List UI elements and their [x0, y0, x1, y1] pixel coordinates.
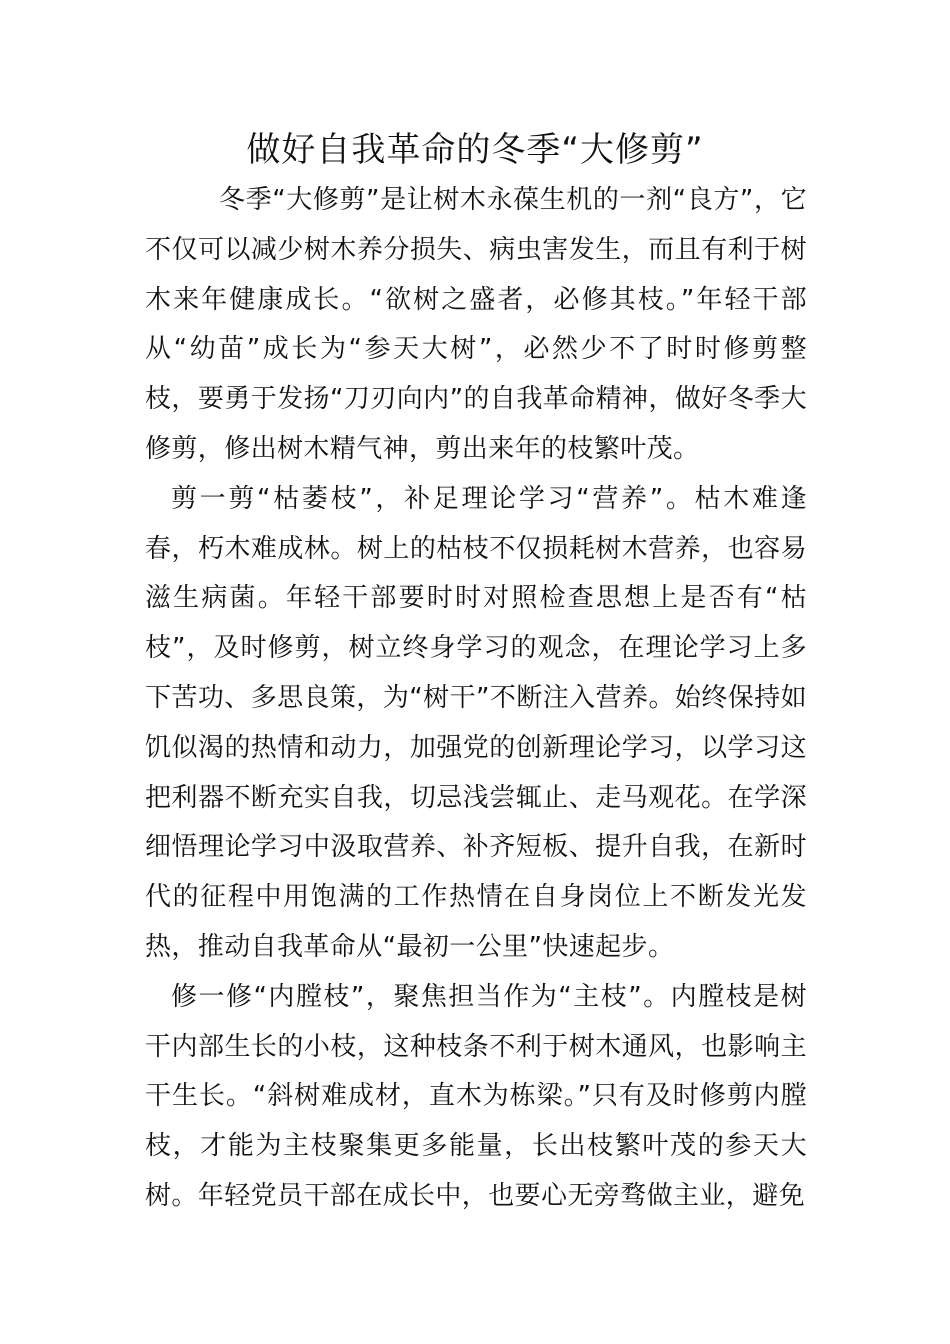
document-title: 做好自我革命的冬季“大修剪” [246, 130, 704, 170]
document-body [145, 176, 807, 1222]
paragraph-intro: 冬季“大修剪”是让树木永葆生机的一剂“良方”，它不仅可以减少树木养分损失、病虫害发生，而且有利于树木来年健康成长。“欲树之盛者，必修其枝。”年轻干部从“幼苗”成长为“参天大树”，必然少不了时时修剪整枝，要勇于发扬“刀刃向内”的自我革命精神，做好冬季大修剪，修出树木精气神，剪出来年的枝繁叶茂。 [145, 185, 807, 464]
paragraph-withered-branches: 剪一剪“枯萎枝”，补足理论学习“营养”。枯木难逢春，朽木难成林。树上的枯枝不仅损耗树木营养，也容易滋生病菌。年轻干部要时时对照检查思想上是否有“枯枝”，及时修剪，树立终身学习的观念，在理论学习上多下苦功、多思良策，为“树干”不断注入营养。始终保持如饥似渴的热情和动力，加强党的创新理论学习，以学习这把利器不断充实自我，切忌浅尝辄止、走马观花。在学深细悟理论学习中汲取营养、补齐短板、提升自我，在新时代的征程中用饱满的工作热情在自身岗位上不断发光发热，推动自我革命从“最初一公里”快速起步。 [145, 483, 807, 962]
paragraph-inner-branches: 修一修“内膛枝”，聚焦担当作为“主枝”。内膛枝是树干内部生长的小枝，这种枝条不利于树木通风，也影响主干生长。“斜树难成材，直木为栋梁。”只有及时修剪内膛枝，才能为主枝聚集更多能量，长出枝繁叶茂的参天大树。年轻党员干部在成长中，也要心无旁骛做主业，避免 [145, 981, 807, 1211]
